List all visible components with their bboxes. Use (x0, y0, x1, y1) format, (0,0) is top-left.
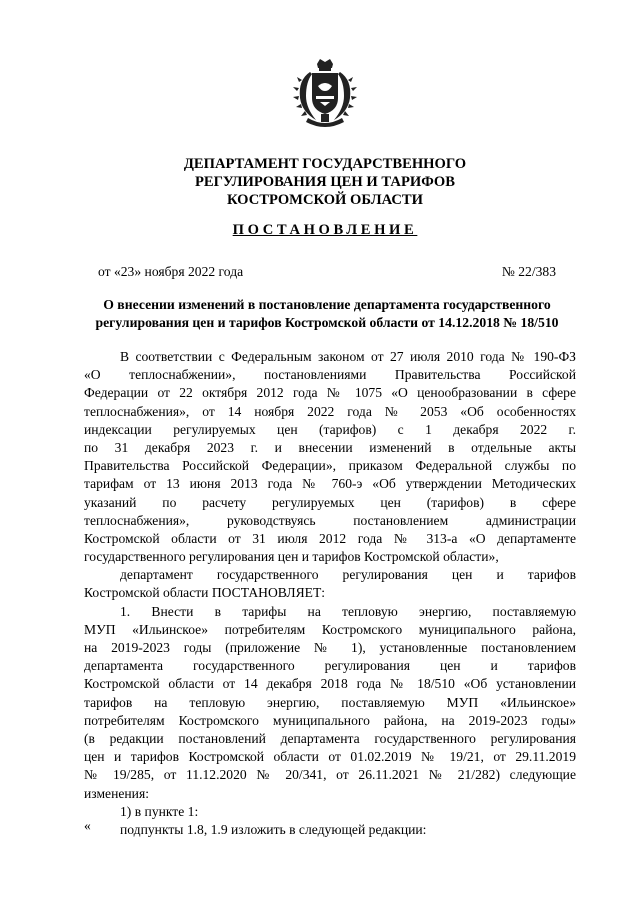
text-line: департамента государственного регулирования цен и тарифов (84, 658, 576, 674)
text-line: указаний по расчету регулируемых цен (тарифов) в сфере (84, 494, 576, 510)
header-line-2: РЕГУЛИРОВАНИЯ ЦЕН И ТАРИФОВ (194, 174, 456, 190)
title-line-1: О внесении изменений в постановление департамента государственного (103, 297, 551, 312)
text-line: В соответствии с Федеральным законом от 27 июля 2010 года № 190-ФЗ (120, 349, 576, 364)
paragraph-subitems-note: подпункты 1.8, 1.9 изложить в следующей редакции: (120, 821, 427, 837)
title-line-2: регулирования цен и тарифов Костромской области от 14.12.2018 № 18/510 (95, 315, 559, 330)
document-title (72, 296, 582, 332)
paragraph-item-1 (84, 603, 576, 803)
department-header (60, 155, 590, 209)
text-line: Костромской области от 14 декабря 2018 года № 18/510 «Об установлении (84, 676, 576, 692)
text-line: Костромской области от 31 июля 2012 года № 313-а «О департаменте (84, 530, 576, 546)
text-line: тарифов на тепловую энергию, поставляемую МУП «Ильинское» (84, 694, 576, 710)
text-line: Правительства Российской Федерации», приказом Федеральной службы по (84, 458, 576, 474)
document-number: № 22/383 (501, 264, 556, 279)
text-line: Федерации от 22 октября 2012 года № 1075 «О ценообразовании в сфере (84, 385, 576, 401)
text-line: № 19/285, от 11.12.2020 № 20/341, от 26.11.2021 № 21/282) следующие (84, 767, 576, 783)
document-body (84, 348, 576, 839)
text-line: изменения: (84, 785, 149, 801)
text-line: МУП «Ильинское» потребителям Костромского муниципального района, (84, 621, 576, 637)
opening-quote: « (84, 818, 91, 833)
text-line: департамент государственного регулирования цен и тарифов (120, 567, 576, 583)
document-type-heading: ПОСТАНОВЛЕНИЕ (232, 222, 418, 238)
text-line: цен и тарифов Костромской области от 01.02.2019 № 19/21, от 29.11.2019 (84, 749, 576, 765)
document-date: от «23» ноября 2022 года (98, 264, 244, 279)
text-line: Костромской области ПОСТАНОВЛЯЕТ: (84, 585, 326, 601)
header-line-3: КОСТРОМСКОЙ ОБЛАСТИ (226, 192, 424, 208)
text-line: индексации регулируемых цен (тарифов) с 1 декабря 2022 г. (84, 421, 576, 437)
text-line: (в редакции постановлений департамента государственного регулирования (84, 730, 576, 746)
text-line: государственного регулирования цен и тарифов Костромской области», (84, 549, 499, 565)
text-line: потребителям Костромского муниципального района, на 2019-2023 годы» (84, 712, 576, 728)
text-line: 1. Внести в тарифы на тепловую энергию, поставляемую (120, 603, 576, 619)
paragraph-subitem: 1) в пункте 1: (120, 803, 199, 819)
text-line: на 2019-2023 годы (приложение № 1), установленные постановлением (84, 640, 576, 655)
paragraph-preamble (84, 348, 576, 566)
header-line-1: ДЕПАРТАМЕНТ ГОСУДАРСТВЕННОГО (183, 156, 467, 172)
paragraph-resolves (84, 566, 576, 602)
text-line: по 31 декабря 2023 г. и внесении изменений в отдельные акты (84, 439, 576, 455)
coat-of-arms-emblem (290, 58, 360, 134)
text-line: теплоснабжения», руководствуясь постановлением администрации (84, 512, 576, 528)
text-line: тарифам от 13 июня 2013 года № 760-э «Об утверждении Методических (84, 476, 576, 492)
text-line: «О теплоснабжении», постановлениями Правительства Российской (84, 367, 576, 383)
date-number-line (98, 264, 556, 280)
text-line: теплоснабжения», от 14 ноября 2022 года № 2053 «Об особенностях (84, 403, 576, 419)
